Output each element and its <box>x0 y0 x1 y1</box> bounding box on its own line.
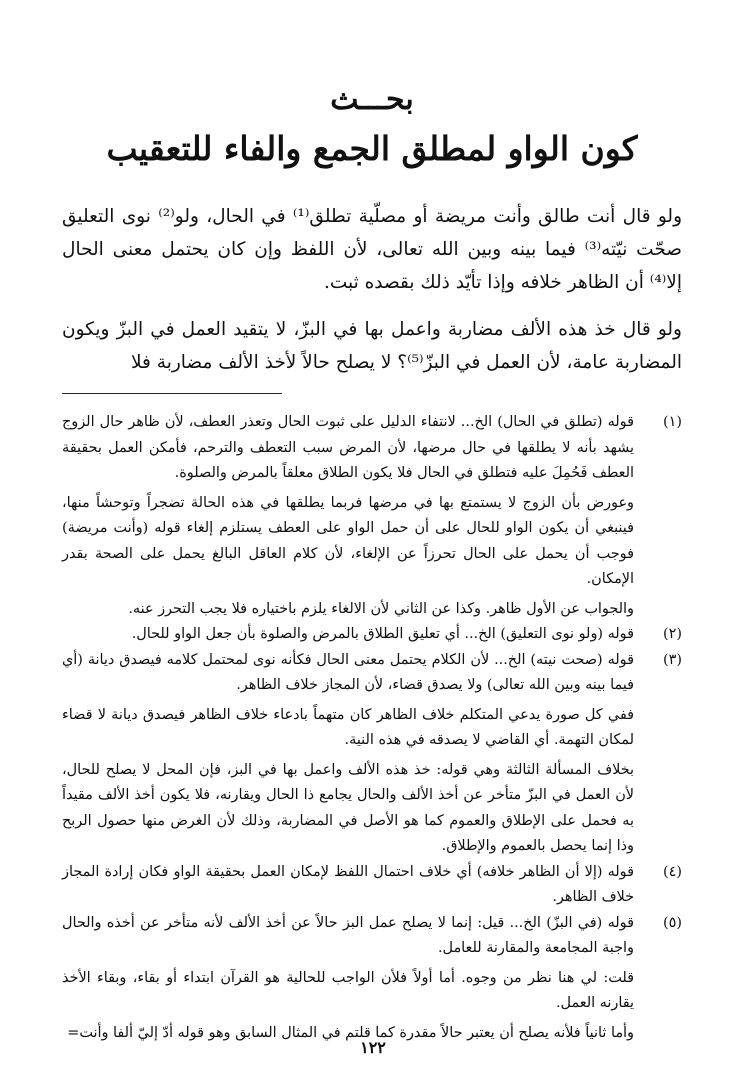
section-heading: كون الواو لمطلق الجمع والفاء للتعقيب <box>106 129 638 168</box>
page-number: ١٢٢ <box>360 1038 386 1057</box>
footnote-number: (٢) <box>663 626 682 642</box>
footnote-number: (٥) <box>663 914 682 931</box>
footnote-body <box>62 648 634 860</box>
footnote <box>62 410 682 622</box>
footnote-paragraph: قوله (في البزّ) الخ... قيل: إنما لا يصلح عمل البز حالاً عن أخذ الألف لأنه متأخر عن أخذه والحال واجبة المجامعة والمقارنة للعامل. <box>62 914 634 956</box>
footnote-paragraph: قلت: لي هنا نظر من وجوه. أما أولاً فلأن الواجب للحالية هو القرآن ابتداء أو بقاء، وبقاء الأخذ يقارنه العمل. <box>62 969 634 1011</box>
footnote-number: (٤) <box>663 863 682 880</box>
main-text <box>62 200 682 379</box>
footnote-paragraph: قوله (ولو نوى التعليق) الخ... أي تعليق الطلاق بالمرض والصلوة بأن جعل الواو للحال. <box>131 626 634 642</box>
footnote-number: (١) <box>663 414 682 430</box>
footnote-paragraph: ففي كل صورة يدعي المتكلم خلاف الظاهر كان متهماً بادعاء خلاف الظاهر فيصدق ديانة لا قضاء لمكان التهمة. أي القاضي لا يصدقه في هذه النية. <box>62 706 634 748</box>
footnote <box>62 860 682 911</box>
footnote-body <box>62 622 634 648</box>
footnote-body <box>62 410 634 622</box>
footnote-paragraph: قوله (صحت نيته) الخ... لأن الكلام يحتمل معنى الحال فكأنه نوى لمحتمل كلامه فيصدق ديانة (أي فيما بينه وبين الله تعالى) ولا يصدق قضاء، لأن المجاز خلاف الظاهر. <box>62 651 634 693</box>
footnote <box>62 622 682 648</box>
footnote-paragraph: وعورض بأن الزوج لا يستمتع بها في مرضها فربما يطلقها في هذه الحالة تضجراً وتوحشاً منها، فينبغي أن يكون الواو للحال على أن حمل الواو على العطف يستلزم إلغاء قوله (وأنت مريضة) فوجب أن يحمل على الحال تحرزاً عن الإلغاء، لأن كلام العاقل البالغ يحمل على الصحة بقدر الإمكان. <box>62 494 634 587</box>
footnote-paragraph: والجواب عن الأول ظاهر. وكذا عن الثاني لأن الالغاء يلزم باختياره فلا يجب التحرز عنه. <box>128 600 634 617</box>
footnote-separator-wrap <box>62 393 682 394</box>
main-paragraph: ولو قال خذ هذه الألف مضاربة واعمل بها في البزّ، لا يتقيد العمل في البزّ ويكون المضاربة عامة، لأن العمل في البزّ⁽⁵⁾؟ لا يصلح حالاً لأخذ الألف مضاربة فلا <box>62 319 682 373</box>
footnote-paragraph: قوله (تطلق في الحال) الخ... لانتفاء الدليل على ثبوت الحال وتعذر العطف، لأن ظاهر حال الزوج يشهد بأنه لا يطلقها في حال مرضها، لأن المرض سبب التعطف والترحم، فأمكن العمل بحقيقة العطف فَحُمِلَ عليه فتطلق في الحال فلا يكون الطلاق معلقاً بالمرض والصلوة. <box>62 414 634 481</box>
footnote-body <box>62 860 634 911</box>
footnote-body <box>62 911 634 1047</box>
footnotes <box>62 410 682 1046</box>
footnote <box>62 911 682 1047</box>
footnote-separator <box>62 393 282 394</box>
footnote-paragraph: بخلاف المسألة الثالثة وهي قوله: خذ هذه الألف واعمل بها في البز، فإن المحل لا يصلح للحال، لأن العمل في البزّ متأخر عن أخذ الألف والحال يجامع ذا الحال ويقارنه، فلا يكون أخذ الألف مقيداً به فحمل على الإطلاق والعموم كما هو الأصل في المضاربة، وذلك لأن الغرض منها حصول الربح وذا إنما يحصل بالعموم والإطلاق. <box>62 761 634 854</box>
footnote-number: (٣) <box>663 651 682 668</box>
main-paragraph: ولو قال أنت طالق وأنت مريضة أو مصلّية تطلق⁽¹⁾ في الحال، ولو⁽²⁾ نوى التعليق صحّت نيّته⁽³⁾ فيما بينه وبين الله تعالى، لأن اللفظ وإن كان يحتمل معنى الحال إلا⁽⁴⁾ أن الظاهر خلافه وإذا تأيّد ذلك بقصده ثبت. <box>62 206 682 293</box>
section-kicker: بحـــث <box>330 82 414 117</box>
footnote <box>62 648 682 860</box>
footnote-paragraph: وأما ثانياً فلأنه يصلح أن يعتبر حالاً مقدرة كما قلتم في المثال السابق وهو قوله أدّ إليّ ألفا وأنت= <box>67 1024 634 1041</box>
footnote-paragraph: قوله (إلا أن الظاهر خلافه) أي خلاف احتمال اللفظ لإمكان العمل بحقيقة الواو فكان إرادة المجاز خلاف الظاهر. <box>62 863 634 905</box>
